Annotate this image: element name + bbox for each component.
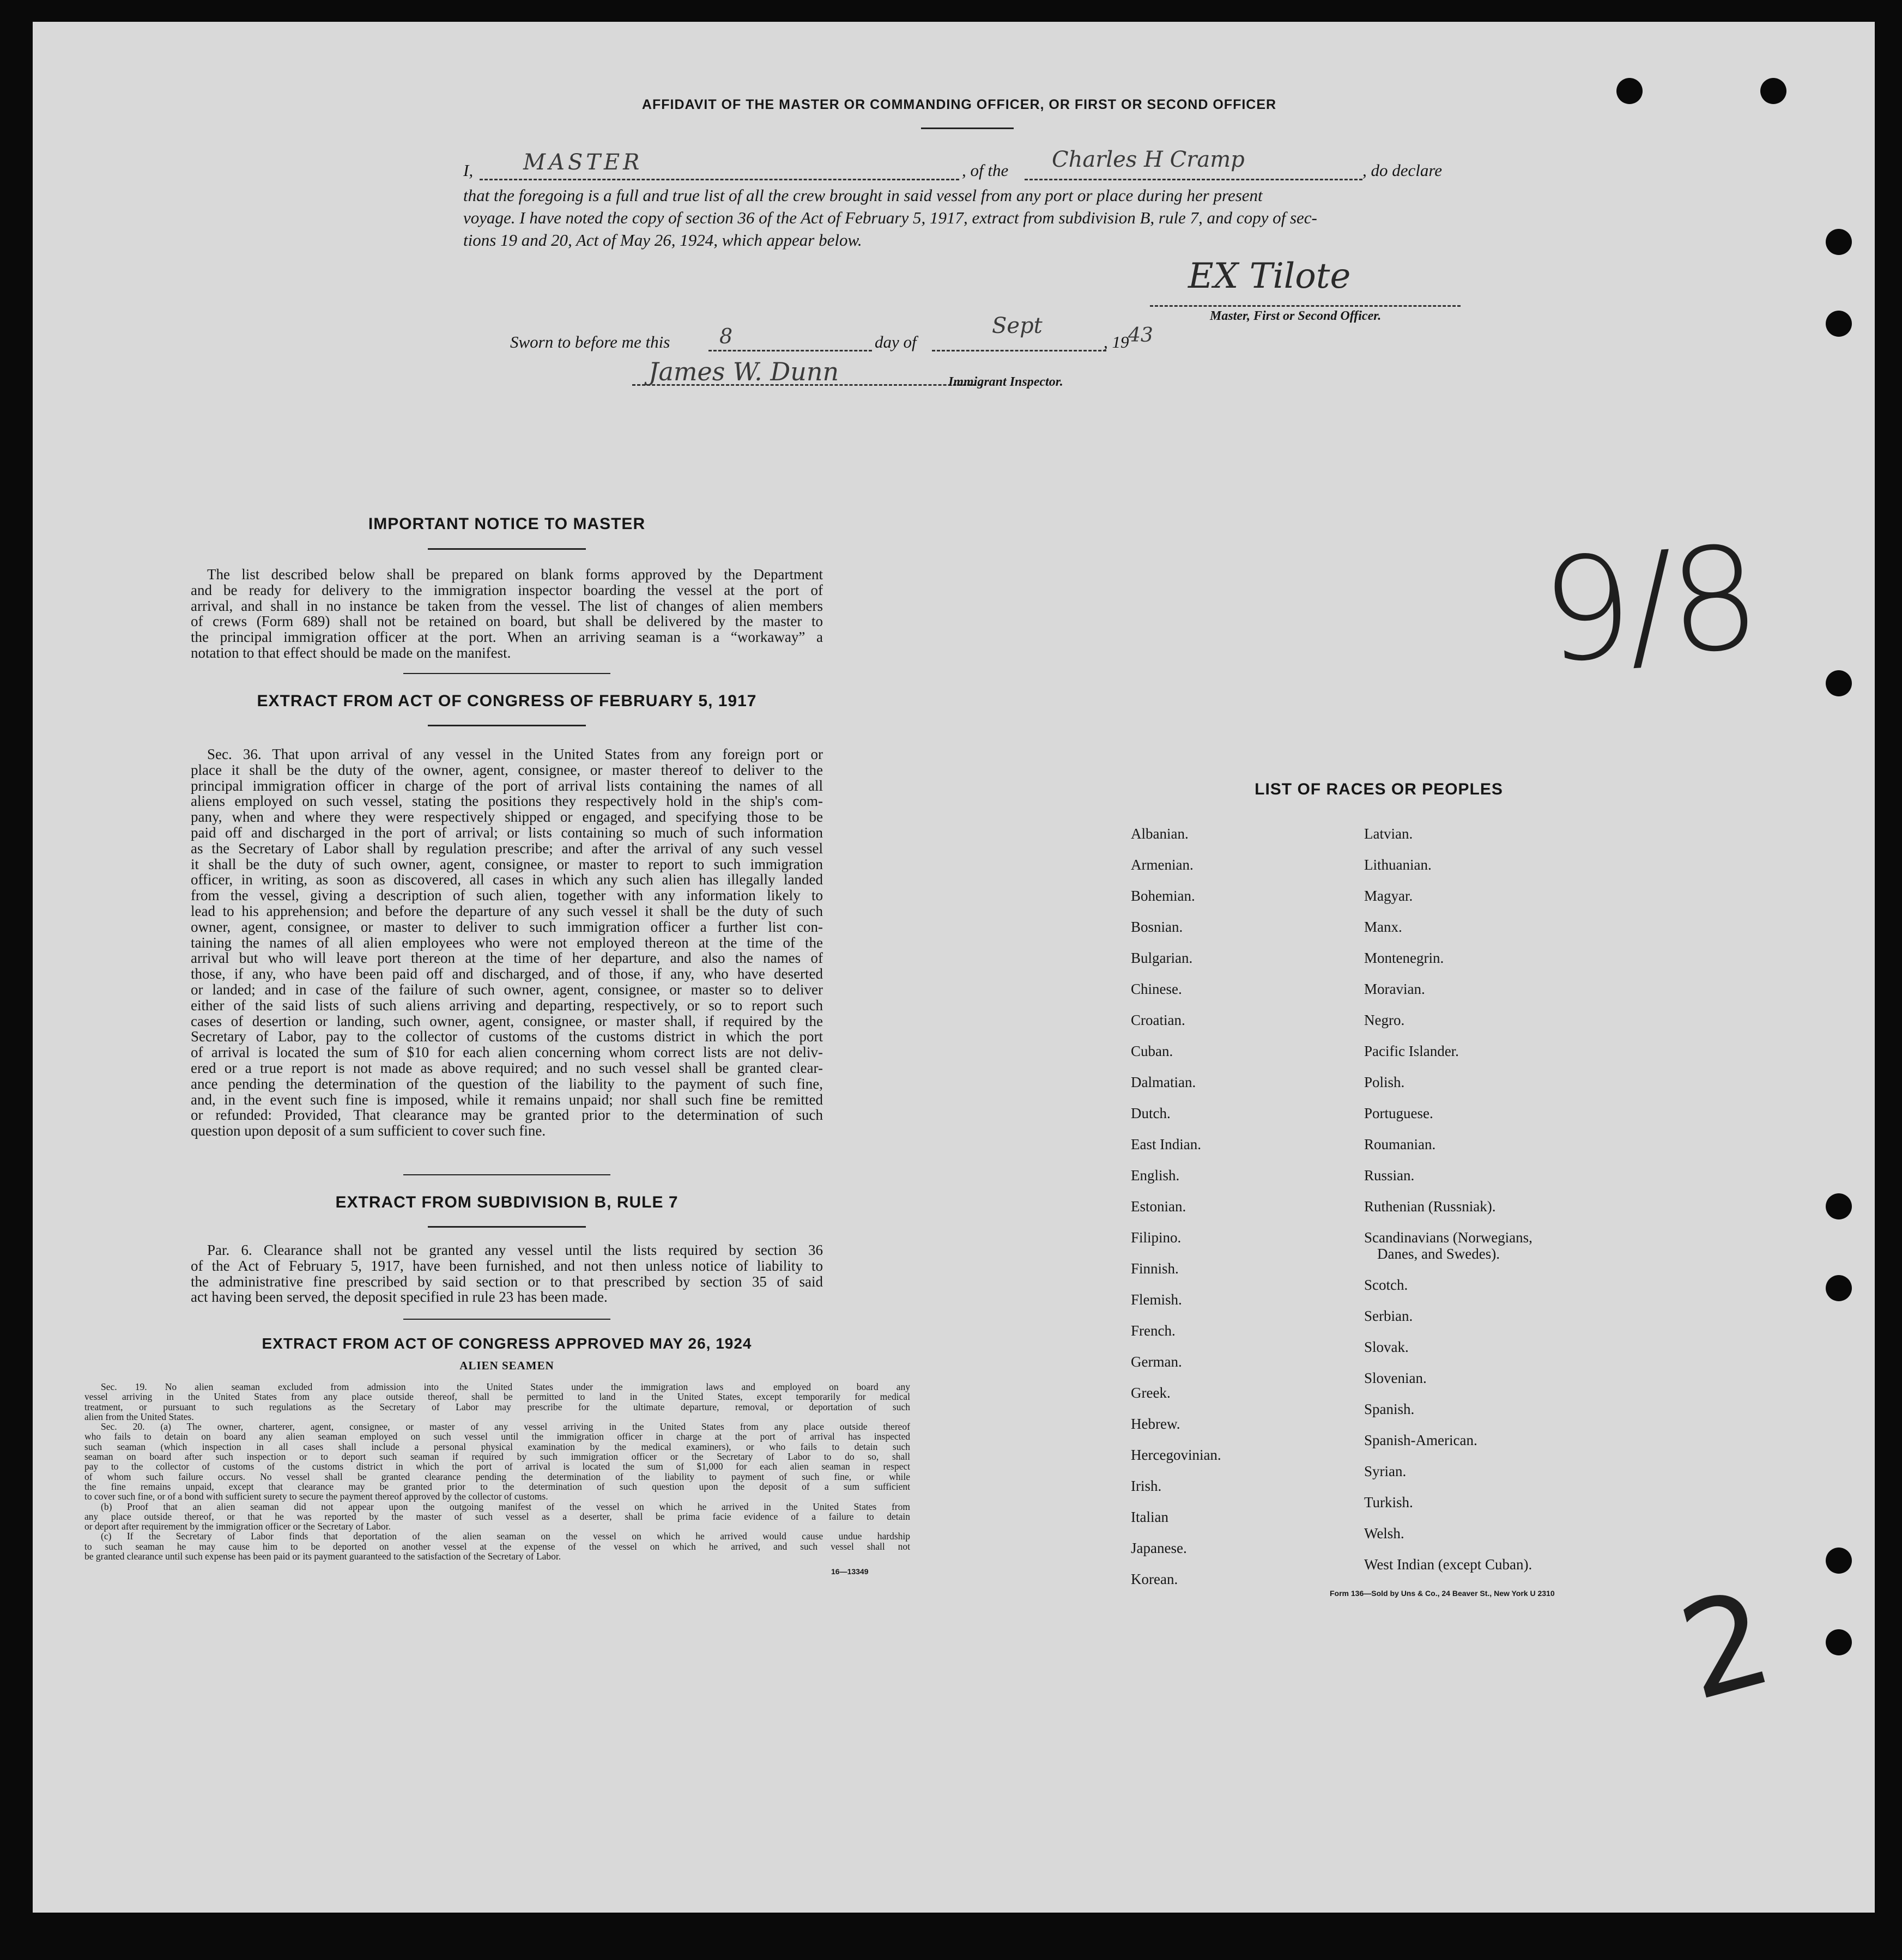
- day-of-label: day of: [875, 332, 917, 351]
- text-line: who fails to detain on board any alien seaman employed on such vessel until the immigration officer in charge at the port of arrival has inspected: [84, 1431, 910, 1442]
- text-line: of the Act of February 5, 1917, have been furnished, and not then unless notice of liability to: [191, 1257, 823, 1274]
- race-list-item: German.: [1131, 1354, 1182, 1370]
- text-line: Sec. 36. That upon arrival of any vessel in the United States from any foreign port or: [207, 746, 823, 762]
- inspector-caption: Immigrant Inspector.: [948, 375, 1063, 389]
- race-list-item: Japanese.: [1131, 1540, 1187, 1556]
- race-list-item: Magyar.: [1364, 888, 1413, 904]
- year-prefix: , 19: [1104, 332, 1129, 351]
- race-list-item: Dalmatian.: [1131, 1074, 1196, 1090]
- text-line: ance pending the determination of the question of the liability to the payment of such fine,: [191, 1075, 823, 1092]
- race-list-item: Korean.: [1131, 1571, 1178, 1587]
- act1917-body: [191, 747, 823, 1139]
- text-line: of whom such failure occurs. No vessel shall be granted clearance pending the determination of the liability to payment of such fine, or while: [84, 1471, 910, 1482]
- rule7-body: [191, 1242, 823, 1305]
- text-line: owner, agent, consignee, or master to deliver to such immigration officer a further list con-: [191, 918, 823, 935]
- text-line: any place outside thereof, or that he was reported by the master of such vessel as a deserter, shall be prima facie evidence of a failure to detain: [84, 1510, 910, 1522]
- text-line: aliens employed on such vessel, stating the positions they respectively hold in the ship's com-: [191, 793, 823, 810]
- race-list-item: Italian: [1131, 1509, 1168, 1525]
- text-line: as the Secretary of Labor shall by regulation prescribe; and after the arrival of any such vessel: [191, 840, 823, 857]
- text-line: to such seaman he may cause him to be deported on another vessel at the expense of the vessel on which he arrived, and such vessel shall not: [84, 1540, 910, 1552]
- text-line: Secretary of Labor, pay to the collector of customs of the customs district in which the port: [191, 1028, 823, 1045]
- punch-hole: [1760, 78, 1786, 104]
- race-list-item: Irish.: [1131, 1478, 1162, 1494]
- punch-hole: [1826, 670, 1852, 696]
- affidavit-declare-label: , do declare: [1362, 161, 1443, 180]
- text-line: Sec. 20. (a) The owner, charterer, agent, consignee, or master of any vessel arriving in the United States from any place outside thereof: [101, 1421, 910, 1433]
- race-list-item: Montenegrin.: [1364, 950, 1444, 966]
- signature-caption: Master, First or Second Officer.: [1210, 309, 1382, 323]
- race-list-item: Slovenian.: [1364, 1370, 1427, 1386]
- text-line: arrival but who will leave port thereon at the time of her departure, and also the names of: [191, 950, 823, 967]
- text-line: and be ready for delivery to the immigration inspector boarding the vessel at the port of: [191, 581, 823, 598]
- race-list-item: Turkish.: [1364, 1494, 1413, 1510]
- sworn-label: Sworn to before me this: [510, 332, 670, 351]
- race-list-item: Spanish-American.: [1364, 1432, 1477, 1448]
- text-line: it shall be the duty of such owner, agent, consignee, or master to report to such immigration: [191, 855, 823, 872]
- affidavit-title: AFFIDAVIT OF THE MASTER OR COMMANDING OFFICER, OR FIRST OR SECOND OFFICER: [641, 97, 1277, 112]
- text-line: (c) If the Secretary of Labor finds that deportation of the alien seaman on the vessel on which he arrived would cause undue hardship: [101, 1531, 910, 1542]
- year-handwritten: 43: [1128, 324, 1153, 347]
- text-line: (b) Proof that an alien seaman did not appear upon the outgoing manifest of the vessel on which he arrived in the United States from: [101, 1501, 910, 1512]
- race-list-item: Danes, and Swedes).: [1377, 1246, 1500, 1262]
- text-line: the fine remains unpaid, except that clearance may be granted prior to the determination of such question upon the deposit of a sum sufficient: [84, 1480, 910, 1492]
- act1924-body: [84, 1382, 910, 1561]
- race-list-item: Scandinavians (Norwegians,: [1364, 1229, 1532, 1246]
- text-line: Par. 6. Clearance shall not be granted any vessel until the lists required by section 36: [207, 1242, 823, 1258]
- text-line: seaman on board after such inspection or to deport such seaman if required by such immigration officer or the Secretary of Labor to do so, shall: [84, 1451, 910, 1463]
- races-title: LIST OF RACES OR PEOPLES: [1255, 780, 1503, 798]
- race-list-item: Albanian.: [1131, 826, 1189, 842]
- text-line: vessel arriving in the United States from any place outside thereof, shall be permitted to land in the United States, except temporarily for medical: [84, 1391, 910, 1403]
- title-rule: [921, 128, 1014, 129]
- race-list-item: Cuban.: [1131, 1043, 1173, 1059]
- race-list-item: Greek.: [1131, 1385, 1171, 1401]
- master-handwritten: MASTER: [523, 150, 643, 175]
- race-list-item: Flemish.: [1131, 1291, 1182, 1308]
- text-line: notation to that effect should be made on the manifest.: [191, 644, 511, 661]
- affidavit-body: that the foregoing is a full and true list of all the crew brought in said vessel from any port or place during her present voyage. I have noted the copy of section 36 of the Act of February 5, 1917, extract from subdivision B, rule 7, and copy of sec- tions 19 and 20, Act of May 26, 1924, which appear below.: [463, 186, 1317, 250]
- punch-hole: [1826, 1548, 1852, 1574]
- text-line: principal immigration officer in charge of the port of arrival lists containing the names of all: [191, 777, 823, 794]
- race-list-item: French.: [1131, 1322, 1176, 1339]
- month-handwritten: Sept: [992, 313, 1043, 338]
- race-list-item: East Indian.: [1131, 1136, 1201, 1152]
- punch-hole: [1616, 78, 1643, 104]
- race-list-item: Filipino.: [1131, 1229, 1182, 1246]
- race-list-item: Moravian.: [1364, 981, 1425, 997]
- text-line: alien from the United States.: [84, 1411, 194, 1422]
- race-list-item: Manx.: [1364, 919, 1402, 935]
- affidavit-of-the-label: , of the: [962, 161, 1009, 180]
- text-line: be granted clearance until such expense has been paid or its payment guaranteed to the satisfaction of the Secretary of Labor.: [84, 1551, 561, 1562]
- race-list-item: Spanish.: [1364, 1401, 1415, 1417]
- race-list-item: Armenian.: [1131, 857, 1194, 873]
- race-list-item: Dutch.: [1131, 1105, 1171, 1121]
- race-list-item: Croatian.: [1131, 1012, 1185, 1028]
- race-list-item: Latvian.: [1364, 826, 1413, 842]
- text-line: or deport after requirement by the immigration officer or the Secretary of Labor.: [84, 1521, 391, 1532]
- text-line: paid off and discharged in the port of arrival; or lists containing so much of such information: [191, 824, 823, 841]
- master-signature: EX Tilote: [1188, 256, 1351, 296]
- act1924-subtitle: ALIEN SEAMEN: [459, 1359, 554, 1372]
- race-list-item: Pacific Islander.: [1364, 1043, 1459, 1059]
- act1917-title: EXTRACT FROM ACT OF CONGRESS OF FEBRUARY 5, 1917: [257, 692, 757, 710]
- race-list-item: Ruthenian (Russniak).: [1364, 1198, 1496, 1215]
- race-list-item: Serbian.: [1364, 1308, 1413, 1324]
- race-list-item: Portuguese.: [1364, 1105, 1433, 1121]
- text-line: taining the names of all alien employees who were not employed thereon at the time of the: [191, 934, 823, 951]
- punch-hole: [1826, 229, 1852, 255]
- inspector-signature: James W. Dunn: [649, 357, 839, 386]
- race-list-item: Estonian.: [1131, 1198, 1186, 1215]
- punch-hole: [1826, 1193, 1852, 1219]
- race-list-item: Welsh.: [1364, 1525, 1404, 1542]
- corner-mark-annotation: 2: [1665, 1561, 1786, 1730]
- text-line: of crews (Form 689) shall not be retained on board, but shall be delivered by the master to: [191, 613, 823, 630]
- race-list-item: Slovak.: [1364, 1339, 1409, 1355]
- race-list-item: Polish.: [1364, 1074, 1405, 1090]
- race-list-item: Roumanian.: [1364, 1136, 1436, 1152]
- punch-hole: [1826, 311, 1852, 337]
- text-line: to cover such fine, or of a bond with sufficient surety to secure the payment thereof approved by the collector of customs.: [84, 1491, 548, 1502]
- text-line: Sec. 19. No alien seaman excluded from admission into the United States under the immigration laws and employed on board any: [101, 1381, 910, 1392]
- race-list-item: Chinese.: [1131, 981, 1182, 997]
- text-line: from the vessel, giving a description of such alien, together with any information likely to: [191, 887, 823, 904]
- rule7-title: EXTRACT FROM SUBDIVISION B, RULE 7: [335, 1193, 679, 1211]
- document-page: [33, 22, 1875, 1913]
- text-line: officer, in writing, as soon as discovered, all cases in which any such alien has illegally landed: [191, 871, 823, 888]
- race-list-item: Russian.: [1364, 1167, 1415, 1184]
- page-number-annotation: 9/8: [1536, 515, 1760, 695]
- text-line: place it shall be the duty of the owner, agent, consignee, or master thereof to deliver to the: [191, 761, 823, 778]
- punch-hole: [1826, 1275, 1852, 1301]
- notice-title: IMPORTANT NOTICE TO MASTER: [368, 515, 646, 533]
- text-line: question upon deposit of a sum sufficient to cover such fine.: [191, 1122, 546, 1139]
- text-line: of arrival is located the sum of $10 for each alien concerning whom correct lists are not deliv-: [191, 1044, 823, 1061]
- text-line: ered or a true report is not made as above required; and no such vessel shall be granted clear-: [191, 1059, 823, 1076]
- text-line: arrival, and shall in no instance be taken from the vessel. The list of changes of alien members: [191, 597, 823, 614]
- text-line: cases of desertion or landing, such owner, agent, consignee, or master shall, if required by the: [191, 1012, 823, 1029]
- race-list-item: Bohemian.: [1131, 888, 1195, 904]
- text-line: such seaman (which inspection in all cases shall include a personal physical examination by the medical examiners), or who fails to detain such: [84, 1441, 910, 1452]
- text-line: the principal immigration officer at the port. When an arriving seaman is a “workaway” a: [191, 629, 823, 646]
- text-line: and, in the event such fine is imposed, while it remains unpaid; nor shall such fine be remitted: [191, 1091, 823, 1108]
- text-line: pay to the collector of customs of the customs district in which the port of arrival is located the sum of $1,000 for each alien seaman in respect: [84, 1461, 910, 1472]
- day-handwritten: 8: [719, 324, 733, 348]
- race-list-item: Bulgarian.: [1131, 950, 1193, 966]
- race-list-item: Hercegovinian.: [1131, 1447, 1221, 1463]
- text-line: those, if any, who have been paid off and discharged, and of those, if any, who have deserted: [191, 966, 823, 982]
- vessel-handwritten: Charles H Cramp: [1052, 147, 1245, 172]
- act1924-footer-code: 16—13349: [831, 1567, 869, 1576]
- race-list-item: Syrian.: [1364, 1463, 1407, 1479]
- race-list-item: Hebrew.: [1131, 1416, 1180, 1432]
- race-list-item: Bosnian.: [1131, 919, 1183, 935]
- text-line: either of the said lists of such aliens arriving and departing, respectively, or so to report such: [191, 997, 823, 1014]
- text-line: treatment, or pursuant to such regulations as the Secretary of Labor may prescribe for the ultimate departure, removal, or deportation of such: [84, 1401, 910, 1412]
- race-list-item: Scotch.: [1364, 1277, 1408, 1293]
- text-line: act having been served, the deposit specified in rule 23 has been made.: [191, 1289, 608, 1306]
- race-list-item: Negro.: [1364, 1012, 1405, 1028]
- race-list-item: English.: [1131, 1167, 1180, 1184]
- text-line: lead to his apprehension; and before the departure of any such vessel it shall be the duty of such: [191, 902, 823, 919]
- text-line: pany, when and where they were respectively shipped or engaged, and specifying those to be: [191, 809, 823, 826]
- form-footer: Form 136—Sold by Uns & Co., 24 Beaver St., New York U 2310: [1330, 1589, 1555, 1598]
- race-list-item: Finnish.: [1131, 1260, 1179, 1277]
- text-line: The list described below shall be prepared on blank forms approved by the Department: [207, 566, 823, 582]
- affidavit-i-label: I,: [463, 161, 474, 180]
- text-line: or refunded: Provided, That clearance may be granted prior to the determination of such: [191, 1107, 823, 1124]
- race-list-item: Lithuanian.: [1364, 857, 1432, 873]
- text-line: the administrative fine prescribed by said section or to that prescribed by section 35 of said: [191, 1273, 823, 1290]
- act1924-title: EXTRACT FROM ACT OF CONGRESS APPROVED MAY 26, 1924: [262, 1335, 752, 1352]
- text-line: or landed; and in case of the failure of such owner, agent, consignee, or master so to deliver: [191, 981, 823, 998]
- punch-hole: [1826, 1629, 1852, 1655]
- race-list-item: West Indian (except Cuban).: [1364, 1556, 1532, 1573]
- notice-body: [191, 567, 823, 661]
